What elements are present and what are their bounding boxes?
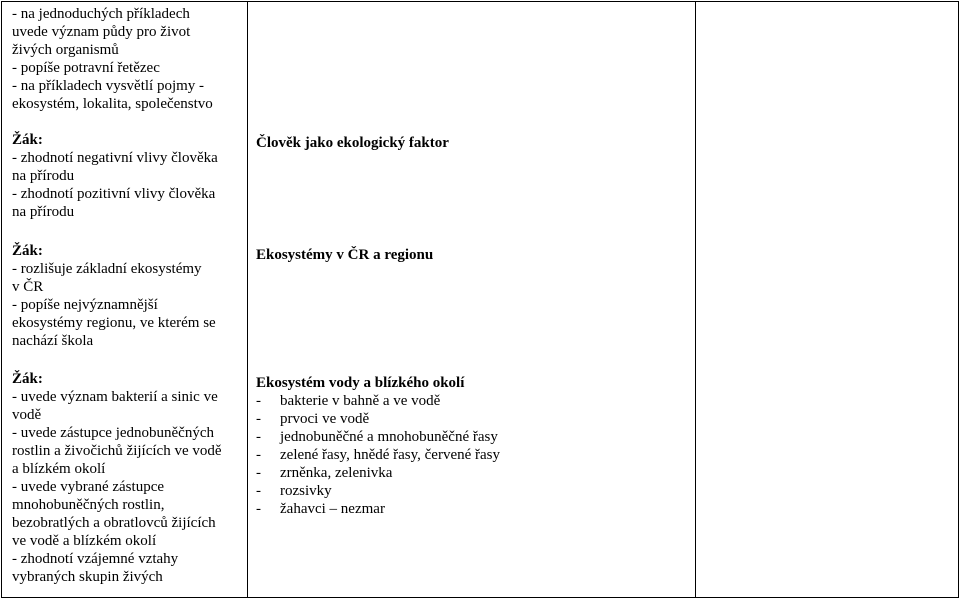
outcome-line: - zhodnotí vzájemné vztahy [12, 551, 179, 567]
outcome-line: vybraných skupin živých [12, 569, 163, 585]
topic-item-text: žahavci – nezmar [280, 501, 385, 517]
outcome-line: na přírodu [12, 204, 75, 220]
outcome-line: - uvede zástupce jednobuněčných [12, 425, 214, 441]
outcome-line: bezobratlých a obratlovců žijících [12, 515, 216, 531]
topic-item-text: bakterie v bahně a ve vodě [280, 393, 441, 409]
column-divider-1 [247, 2, 248, 597]
outcome-line: vodě [12, 407, 42, 423]
curriculum-table [1, 1, 959, 598]
outcome-line: - zhodnotí negativní vlivy člověka [12, 150, 218, 166]
list-dash: - [256, 501, 261, 517]
list-dash: - [256, 393, 261, 409]
list-dash: - [256, 447, 261, 463]
outcome-line: ekosystém, lokalita, společenstvo [12, 96, 213, 112]
topic-item-text: jednobuněčné a mnohobuněčné řasy [280, 429, 498, 445]
outcome-line: - uvede význam bakterií a sinic ve [12, 389, 218, 405]
outcome-line: mnohobuněčných rostlin, [12, 497, 165, 513]
outcome-line: - na jednoduchých příkladech [12, 6, 190, 22]
outcome-line: - popíše nejvýznamnější [12, 297, 158, 313]
outcome-line: uvede význam půdy pro život [12, 24, 191, 40]
outcome-line: - rozlišuje základní ekosystémy [12, 261, 202, 277]
outcome-line: na přírodu [12, 168, 75, 184]
outcome-line: - popíše potravní řetězec [12, 60, 160, 76]
outcome-line: živých organismů [12, 42, 119, 58]
list-dash: - [256, 429, 261, 445]
topic-item-text: prvoci ve vodě [280, 411, 370, 427]
outcome-line: v ČR [12, 279, 44, 295]
topic-heading: Člověk jako ekologický faktor [256, 135, 449, 151]
outcome-line: ve vodě a blízkém okolí [12, 533, 157, 549]
topic-heading: Ekosystém vody a blízkého okolí [256, 375, 465, 391]
outcome-line: nachází škola [12, 333, 94, 349]
list-dash: - [256, 465, 261, 481]
outcome-line: rostlin a živočichů žijících ve vodě [12, 443, 222, 459]
outcomes-column [12, 2, 247, 597]
outcome-line: - na příkladech vysvětlí pojmy - [12, 78, 205, 94]
topics-column [256, 2, 696, 597]
student-heading: Žák: [12, 243, 43, 259]
outcome-line: - zhodnotí pozitivní vlivy člověka [12, 186, 216, 202]
topic-item-text: zrněnka, zelenivka [280, 465, 393, 481]
outcome-line: - uvede vybrané zástupce [12, 479, 165, 495]
student-heading: Žák: [12, 371, 43, 387]
topic-item-text: rozsivky [280, 483, 332, 499]
list-dash: - [256, 411, 261, 427]
student-heading: Žák: [12, 132, 43, 148]
outcome-line: ekosystémy regionu, ve kterém se [12, 315, 216, 331]
topic-item-text: zelené řasy, hnědé řasy, červené řasy [280, 447, 501, 463]
outcome-line: a blízkém okolí [12, 461, 106, 477]
topic-heading: Ekosystémy v ČR a regionu [256, 247, 434, 263]
list-dash: - [256, 483, 261, 499]
